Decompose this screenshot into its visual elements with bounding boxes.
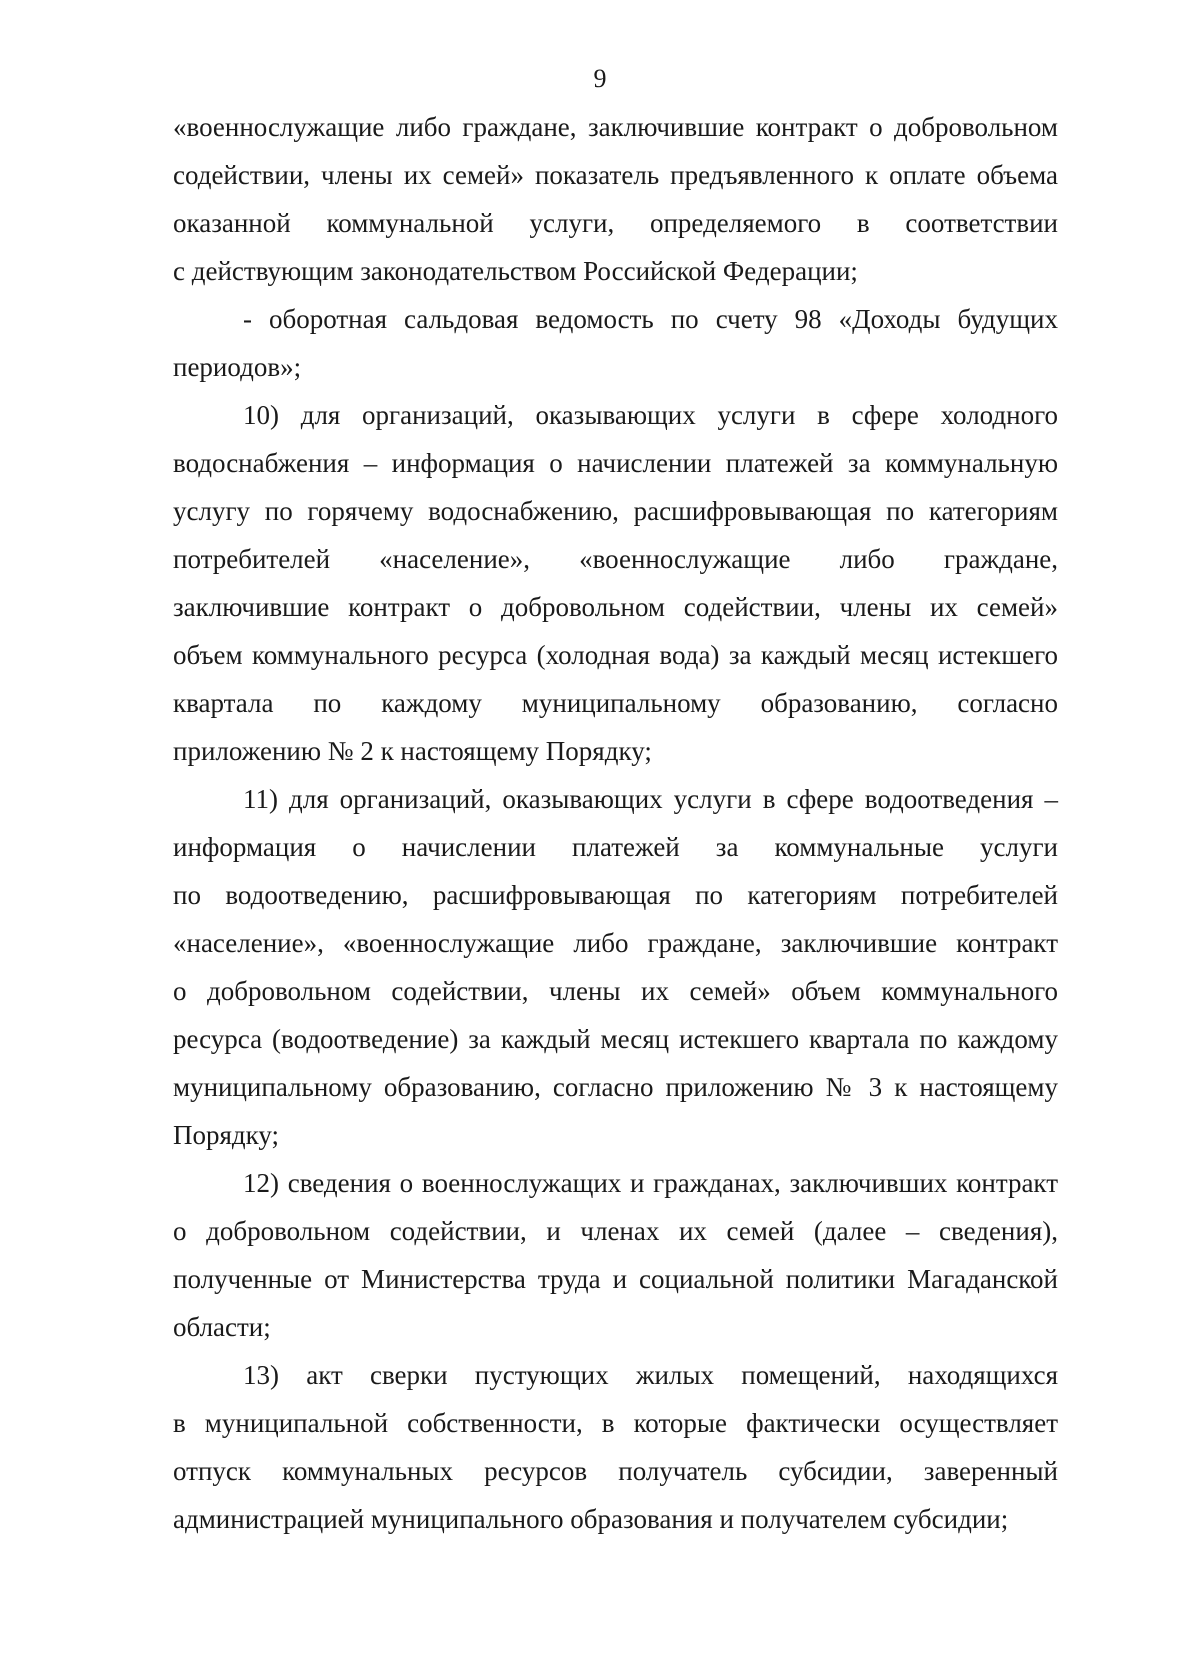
text-line: 12) сведения о военнослужащих и гражданах, заключивших контракт [243, 1168, 1058, 1198]
text-line: муниципальному образованию, согласно приложению № 3 к настоящему [173, 1072, 1058, 1102]
text-line: 10) для организаций, оказывающих услуги в сфере холодного [243, 400, 1058, 430]
paragraph-item-10 [173, 391, 1058, 775]
text-line: приложению № 2 к настоящему Порядку; [173, 736, 652, 766]
text-line: - оборотная сальдовая ведомость по счету 98 «Доходы будущих [243, 304, 1058, 334]
paragraph-turnover-sheet [173, 295, 1058, 391]
text-line: квартала по каждому муниципальному образованию, согласно [173, 688, 1058, 718]
text-line: услугу по горячему водоснабжению, расшифровывающая по категориям [173, 496, 1058, 526]
text-line: потребителей «население», «военнослужащие либо граждане, [173, 544, 1058, 574]
text-line: «военнослужащие либо граждане, заключившие контракт о добровольном [173, 112, 1058, 142]
paragraph-item-12 [173, 1159, 1058, 1351]
text-line: администрацией муниципального образования и получателем субсидии; [173, 1504, 1009, 1534]
text-line: в муниципальной собственности, в которые фактически осуществляет [173, 1408, 1058, 1438]
text-line: «население», «военнослужащие либо граждане, заключившие контракт [173, 928, 1058, 958]
text-line: заключившие контракт о добровольном содействии, члены их семей» [173, 592, 1058, 622]
text-line: 13) акт сверки пустующих жилых помещений, находящихся [243, 1360, 1058, 1390]
paragraph-continuation [173, 103, 1058, 295]
text-line: ресурса (водоотведение) за каждый месяц истекшего квартала по каждому [173, 1024, 1058, 1054]
text-line: Порядку; [173, 1120, 280, 1150]
paragraph-item-13 [173, 1351, 1058, 1543]
text-line: о добровольном содействии, члены их семей» объем коммунального [173, 976, 1058, 1006]
text-line: 11) для организаций, оказывающих услуги в сфере водоотведения – [243, 784, 1058, 814]
text-line: информация о начислении платежей за коммунальные услуги [173, 832, 1058, 862]
page-number: 9 [593, 64, 607, 93]
text-line: объем коммунального ресурса (холодная вода) за каждый месяц истекшего [173, 640, 1058, 670]
text-line: отпуск коммунальных ресурсов получатель субсидии, заверенный [173, 1456, 1058, 1486]
text-line: содействии, члены их семей» показатель предъявленного к оплате объема [173, 160, 1058, 190]
paragraph-item-11 [173, 775, 1058, 1159]
text-line: области; [173, 1312, 271, 1342]
text-line: водоснабжения – информация о начислении платежей за коммунальную [173, 448, 1058, 478]
document-body [173, 103, 1058, 1543]
text-line: периодов»; [173, 352, 302, 382]
text-line: полученные от Министерства труда и социальной политики Магаданской [173, 1264, 1058, 1294]
text-line: оказанной коммунальной услуги, определяемого в соответствии [173, 208, 1058, 238]
text-line: с действующим законодательством Российской Федерации; [173, 256, 858, 286]
text-line: по водоотведению, расшифровывающая по категориям потребителей [173, 880, 1058, 910]
text-line: о добровольном содействии, и членах их семей (далее – сведения), [173, 1216, 1058, 1246]
